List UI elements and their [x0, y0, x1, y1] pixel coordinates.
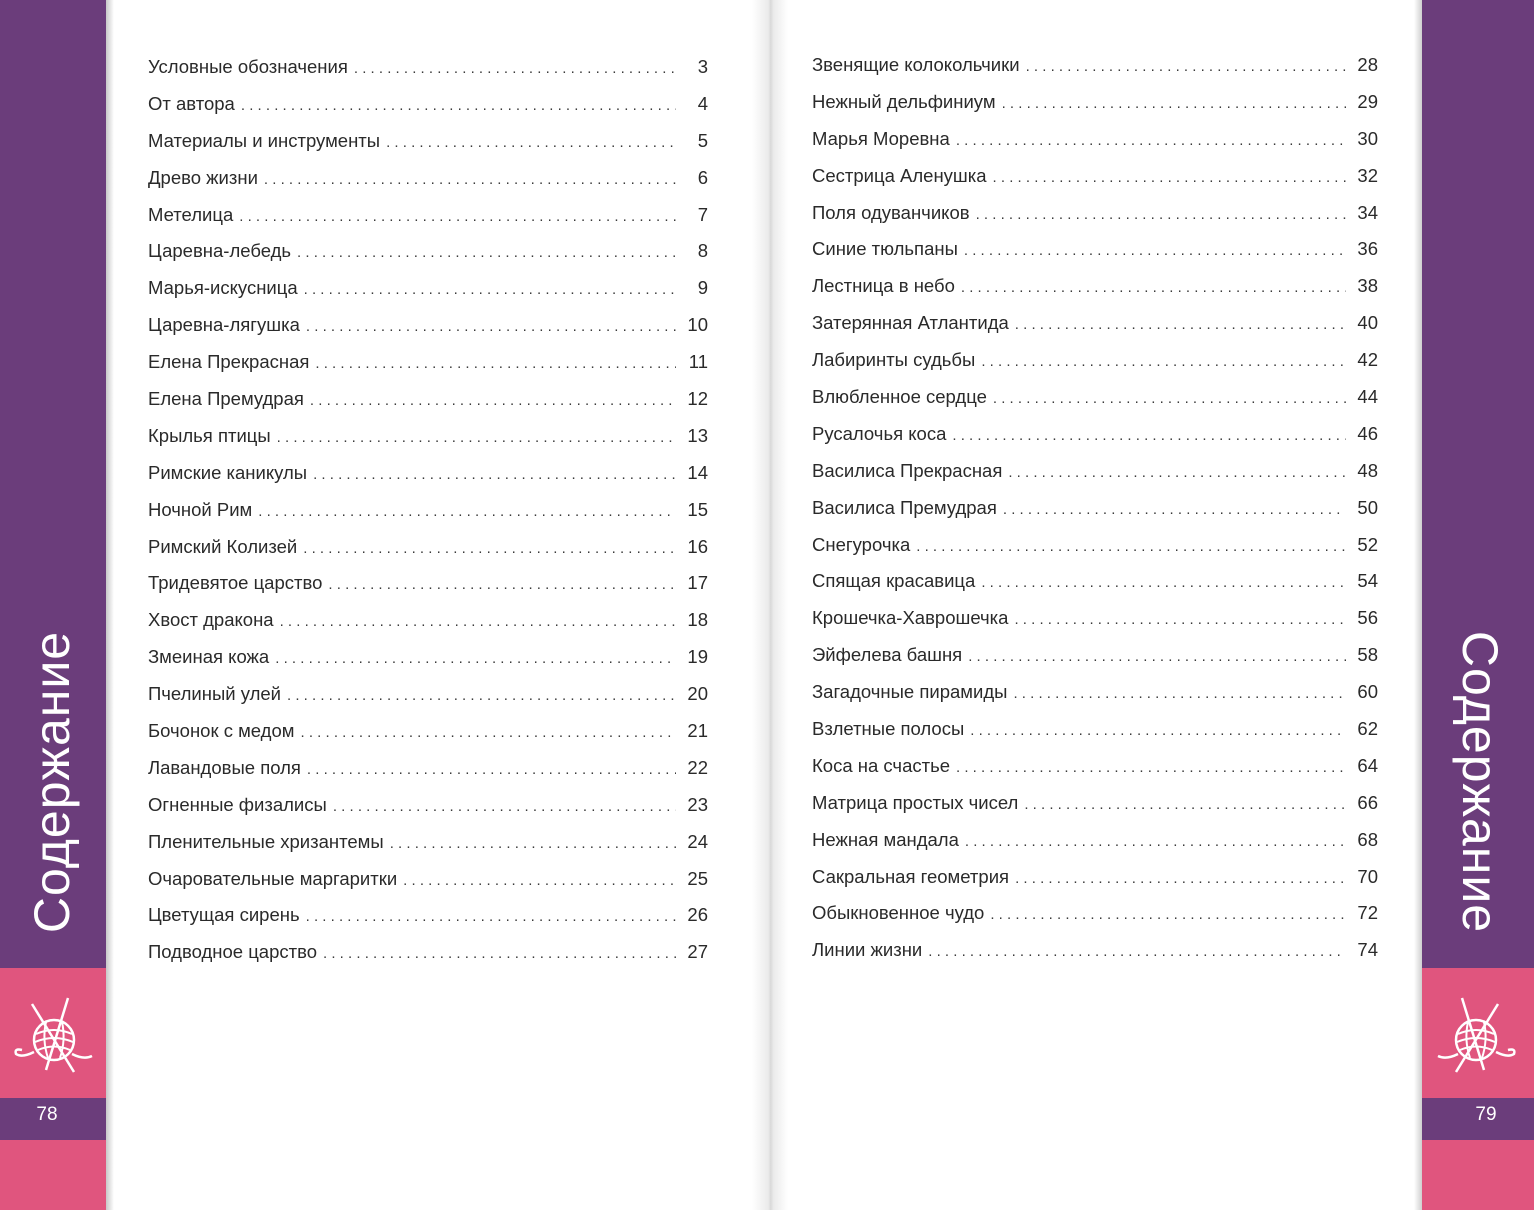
- toc-entry-page: 6: [697, 166, 708, 188]
- toc-dot-leader: [328, 576, 676, 593]
- toc-dot-leader: [1014, 611, 1346, 628]
- toc-entry: [148, 646, 708, 683]
- toc-entry-title: Елена Премудрая: [148, 388, 304, 410]
- toc-entry-page: 3: [697, 56, 708, 77]
- toc-entry-title: Русалочья коса: [812, 422, 947, 444]
- toc-entry: [148, 941, 708, 978]
- toc-entry-title: Пчелиный улей: [148, 683, 281, 705]
- toc-dot-leader: [961, 279, 1346, 296]
- toc-dot-leader: [297, 244, 676, 261]
- right-tab-title: [1450, 612, 1510, 952]
- toc-entry-title: Марья Моревна: [812, 127, 950, 149]
- toc-entry-page: 12: [687, 388, 708, 410]
- toc-entry: [812, 644, 1378, 681]
- toc-entry-page: 52: [1357, 533, 1378, 555]
- toc-dot-leader: [287, 687, 676, 704]
- toc-entry-page: 11: [688, 351, 708, 373]
- left-tab-title-text: Содержание: [24, 630, 80, 934]
- toc-entry-page: 34: [1357, 201, 1378, 223]
- toc-entry-title: Древо жизни: [148, 166, 258, 188]
- toc-entry-page: 50: [1357, 496, 1378, 518]
- toc-entry-title: Лестница в небо: [812, 275, 955, 297]
- toc-dot-leader: [277, 429, 676, 446]
- toc-entry-page: 60: [1357, 681, 1378, 703]
- toc-entry-page: 25: [687, 867, 708, 889]
- toc-entry: [812, 275, 1378, 312]
- toc-entry-title: Затерянная Атлантида: [812, 312, 1009, 334]
- toc-entry: [812, 829, 1378, 866]
- toc-entry-title: От автора: [148, 92, 235, 114]
- toc-entry-title: Нежная мандала: [812, 828, 959, 850]
- right-page-number: 79: [1475, 1104, 1497, 1125]
- toc-entry-page: 40: [1357, 312, 1378, 334]
- toc-entry-page: 17: [687, 572, 708, 594]
- toc-entry-page: 15: [687, 498, 708, 520]
- toc-entry-page: 9: [697, 277, 708, 299]
- toc-entry-title: Крошечка-Хаврошечка: [812, 607, 1009, 629]
- toc-dot-leader: [981, 353, 1346, 370]
- toc-entry-title: Метелица: [148, 203, 234, 225]
- toc-entry: [812, 866, 1378, 903]
- left-page-number: 78: [36, 1104, 58, 1125]
- toc-entry-title: Взлетные полосы: [812, 718, 965, 740]
- toc-entry: [148, 831, 708, 868]
- toc-dot-leader: [1013, 685, 1346, 702]
- toc-entry-title: Пленительные хризантемы: [148, 830, 384, 852]
- toc-entry-page: 48: [1357, 459, 1378, 481]
- toc-entry: [812, 460, 1378, 497]
- toc-entry-page: 68: [1357, 828, 1378, 850]
- toc-entry: [148, 904, 708, 941]
- toc-entry-page: 16: [687, 535, 708, 557]
- toc-entry: [148, 499, 708, 536]
- toc-entry-page: 5: [697, 129, 708, 151]
- toc-entry: [812, 91, 1378, 128]
- toc-dot-leader: [258, 503, 676, 520]
- toc-entry-title: Марья-искусница: [148, 277, 298, 299]
- toc-dot-leader: [1015, 316, 1346, 333]
- toc-entry-title: Нежный дельфиниум: [812, 90, 996, 112]
- toc-dot-leader: [1015, 870, 1346, 887]
- toc-entry: [148, 536, 708, 573]
- right-side-tab: [1422, 0, 1534, 1210]
- toc-entry-title: Коса на счастье: [812, 754, 951, 776]
- right-toc: [812, 54, 1378, 976]
- toc-entry: [148, 388, 708, 425]
- toc-entry-page: 18: [687, 609, 708, 631]
- toc-entry-page: 30: [1357, 127, 1378, 149]
- toc-entry: [148, 167, 708, 204]
- toc-entry-page: 64: [1357, 754, 1378, 776]
- toc-entry-title: Эйфелева башня: [812, 644, 963, 666]
- toc-entry: [812, 128, 1378, 165]
- toc-entry-title: Змеиная кожа: [148, 646, 270, 668]
- toc-dot-leader: [275, 650, 676, 667]
- toc-entry: [148, 240, 708, 277]
- toc-entry-page: 36: [1357, 238, 1378, 260]
- toc-entry-title: Лабиринты судьбы: [812, 349, 976, 371]
- toc-entry: [148, 462, 708, 499]
- toc-dot-leader: [403, 872, 676, 889]
- toc-entry-page: 14: [687, 461, 708, 483]
- toc-entry-page: 32: [1357, 164, 1378, 186]
- toc-entry: [812, 165, 1378, 202]
- toc-entry: [812, 54, 1378, 91]
- toc-dot-leader: [1026, 58, 1346, 75]
- toc-entry-title: Римский Колизей: [148, 535, 298, 557]
- toc-entry-title: Ночной Рим: [148, 498, 253, 520]
- toc-dot-leader: [990, 906, 1346, 923]
- yarn-ball-icon: [1434, 996, 1518, 1080]
- toc-entry-page: 74: [1357, 939, 1378, 961]
- toc-dot-leader: [306, 318, 676, 335]
- toc-entry: [148, 204, 708, 241]
- toc-entry-title: Условные обозначения: [148, 56, 348, 77]
- toc-dot-leader: [965, 833, 1346, 850]
- toc-entry-page: 44: [1357, 386, 1378, 408]
- toc-entry-page: 38: [1357, 275, 1378, 297]
- left-tab-title: [22, 612, 82, 952]
- toc-entry: [812, 202, 1378, 239]
- toc-dot-leader: [300, 724, 676, 741]
- right-page-edge: [1414, 0, 1422, 1210]
- toc-dot-leader: [390, 835, 676, 852]
- toc-entry: [148, 93, 708, 130]
- toc-entry-page: 46: [1357, 422, 1378, 444]
- toc-entry: [812, 497, 1378, 534]
- toc-entry: [812, 681, 1378, 718]
- toc-entry-page: 54: [1357, 570, 1378, 592]
- toc-entry: [812, 312, 1378, 349]
- toc-entry-title: Тридевятое царство: [148, 572, 323, 594]
- toc-dot-leader: [1003, 501, 1346, 518]
- toc-entry-title: Крылья птицы: [148, 424, 271, 446]
- toc-entry-page: 8: [697, 240, 708, 262]
- toc-entry: [812, 792, 1378, 829]
- left-side-tab: [0, 0, 106, 1210]
- toc-dot-leader: [956, 759, 1346, 776]
- toc-entry-title: Царевна-лебедь: [148, 240, 292, 262]
- toc-dot-leader: [307, 761, 676, 778]
- toc-entry-title: Василиса Прекрасная: [812, 459, 1003, 481]
- toc-entry-page: 29: [1357, 90, 1378, 112]
- toc-dot-leader: [1008, 464, 1346, 481]
- toc-dot-leader: [239, 208, 676, 225]
- toc-entry: [812, 534, 1378, 571]
- toc-entry-title: Влюбленное сердце: [812, 386, 987, 408]
- toc-dot-leader: [354, 60, 676, 77]
- toc-dot-leader: [306, 908, 676, 925]
- toc-dot-leader: [323, 945, 676, 962]
- toc-entry-page: 24: [687, 830, 708, 852]
- toc-entry: [148, 425, 708, 462]
- toc-entry-page: 4: [697, 92, 708, 114]
- toc-entry: [148, 683, 708, 720]
- toc-entry-page: 56: [1357, 607, 1378, 629]
- toc-dot-leader: [956, 132, 1346, 149]
- toc-entry: [148, 314, 708, 351]
- toc-entry-page: 21: [687, 720, 708, 742]
- toc-dot-leader: [993, 169, 1346, 186]
- toc-entry-title: Поля одуванчиков: [812, 201, 970, 223]
- toc-dot-leader: [313, 466, 676, 483]
- toc-entry: [148, 572, 708, 609]
- left-tab-pink-bottom: [0, 1140, 106, 1210]
- toc-dot-leader: [264, 171, 676, 188]
- toc-entry-title: Цветущая сирень: [148, 904, 300, 926]
- toc-entry-page: 70: [1357, 865, 1378, 887]
- right-tab-title-text: Содержание: [1452, 630, 1508, 934]
- toc-entry: [148, 794, 708, 831]
- toc-dot-leader: [315, 355, 676, 372]
- toc-dot-leader: [981, 574, 1346, 591]
- toc-entry: [148, 351, 708, 388]
- toc-entry-page: 27: [687, 941, 708, 963]
- toc-dot-leader: [916, 538, 1346, 555]
- toc-dot-leader: [968, 648, 1346, 665]
- toc-dot-leader: [386, 134, 676, 151]
- toc-entry: [148, 56, 708, 93]
- toc-entry-title: Очаровательные маргаритки: [148, 867, 398, 889]
- toc-entry-title: Хвост дракона: [148, 609, 274, 631]
- toc-entry-title: Материалы и инструменты: [148, 129, 381, 151]
- toc-entry-page: 23: [687, 793, 708, 815]
- toc-entry-page: 10: [687, 314, 708, 336]
- toc-dot-leader: [304, 281, 676, 298]
- toc-dot-leader: [333, 798, 676, 815]
- toc-entry-title: Снегурочка: [812, 533, 911, 555]
- toc-entry-title: Римские каникулы: [148, 461, 308, 483]
- toc-entry: [812, 349, 1378, 386]
- toc-entry-page: 19: [687, 646, 708, 668]
- toc-entry-page: 26: [687, 904, 708, 926]
- toc-dot-leader: [241, 97, 676, 114]
- toc-entry-page: 13: [687, 424, 708, 446]
- toc-entry: [148, 130, 708, 167]
- left-toc: [148, 56, 708, 978]
- toc-entry-title: Огненные физалисы: [148, 793, 327, 815]
- right-tab-pink-bottom: [1422, 1140, 1534, 1210]
- toc-entry-page: 58: [1357, 644, 1378, 666]
- toc-entry-page: 66: [1357, 791, 1378, 813]
- toc-entry-page: 20: [687, 683, 708, 705]
- toc-dot-leader: [303, 540, 676, 557]
- toc-dot-leader: [280, 613, 676, 630]
- toc-entry-title: Звенящие колокольчики: [812, 54, 1020, 75]
- toc-dot-leader: [928, 943, 1346, 960]
- toc-entry-title: Линии жизни: [812, 939, 923, 961]
- toc-entry-title: Царевна-лягушка: [148, 314, 300, 336]
- toc-entry-title: Обыкновенное чудо: [812, 902, 985, 924]
- toc-entry: [812, 423, 1378, 460]
- toc-entry-title: Загадочные пирамиды: [812, 681, 1008, 703]
- toc-entry-page: 22: [687, 756, 708, 778]
- toc-dot-leader: [1002, 95, 1346, 112]
- toc-dot-leader: [964, 242, 1346, 259]
- toc-entry-page: 62: [1357, 718, 1378, 740]
- left-page-edge: [106, 0, 114, 1210]
- book-gutter: [752, 0, 788, 1210]
- toc-entry: [812, 238, 1378, 275]
- toc-entry-title: Сестрица Аленушка: [812, 164, 987, 186]
- toc-entry-title: Лавандовые поля: [148, 756, 301, 778]
- toc-entry: [812, 718, 1378, 755]
- toc-entry: [148, 277, 708, 314]
- toc-dot-leader: [310, 392, 676, 409]
- toc-dot-leader: [993, 390, 1346, 407]
- toc-entry-title: Спящая красавица: [812, 570, 976, 592]
- toc-entry-title: Синие тюльпаны: [812, 238, 958, 260]
- toc-dot-leader: [952, 427, 1346, 444]
- toc-entry: [812, 570, 1378, 607]
- toc-entry: [812, 902, 1378, 939]
- toc-entry-page: 72: [1357, 902, 1378, 924]
- toc-entry-title: Подводное царство: [148, 941, 318, 963]
- toc-entry: [812, 386, 1378, 423]
- toc-entry: [148, 720, 708, 757]
- toc-entry-page: 42: [1357, 349, 1378, 371]
- toc-entry-page: 7: [697, 203, 708, 225]
- toc-entry-title: Сакральная геометрия: [812, 865, 1010, 887]
- toc-entry: [148, 609, 708, 646]
- toc-dot-leader: [976, 206, 1346, 223]
- yarn-ball-icon: [12, 996, 96, 1080]
- toc-dot-leader: [1024, 796, 1346, 813]
- toc-entry: [148, 757, 708, 794]
- toc-entry: [812, 755, 1378, 792]
- toc-entry-page: 28: [1357, 54, 1378, 75]
- toc-dot-leader: [970, 722, 1346, 739]
- toc-entry-title: Матрица простых чисел: [812, 791, 1019, 813]
- toc-entry: [812, 939, 1378, 976]
- toc-entry-title: Елена Прекрасная: [148, 351, 310, 373]
- toc-entry-title: Бочонок с медом: [148, 720, 295, 742]
- toc-entry-title: Василиса Премудрая: [812, 496, 997, 518]
- toc-entry: [148, 868, 708, 905]
- toc-entry: [812, 607, 1378, 644]
